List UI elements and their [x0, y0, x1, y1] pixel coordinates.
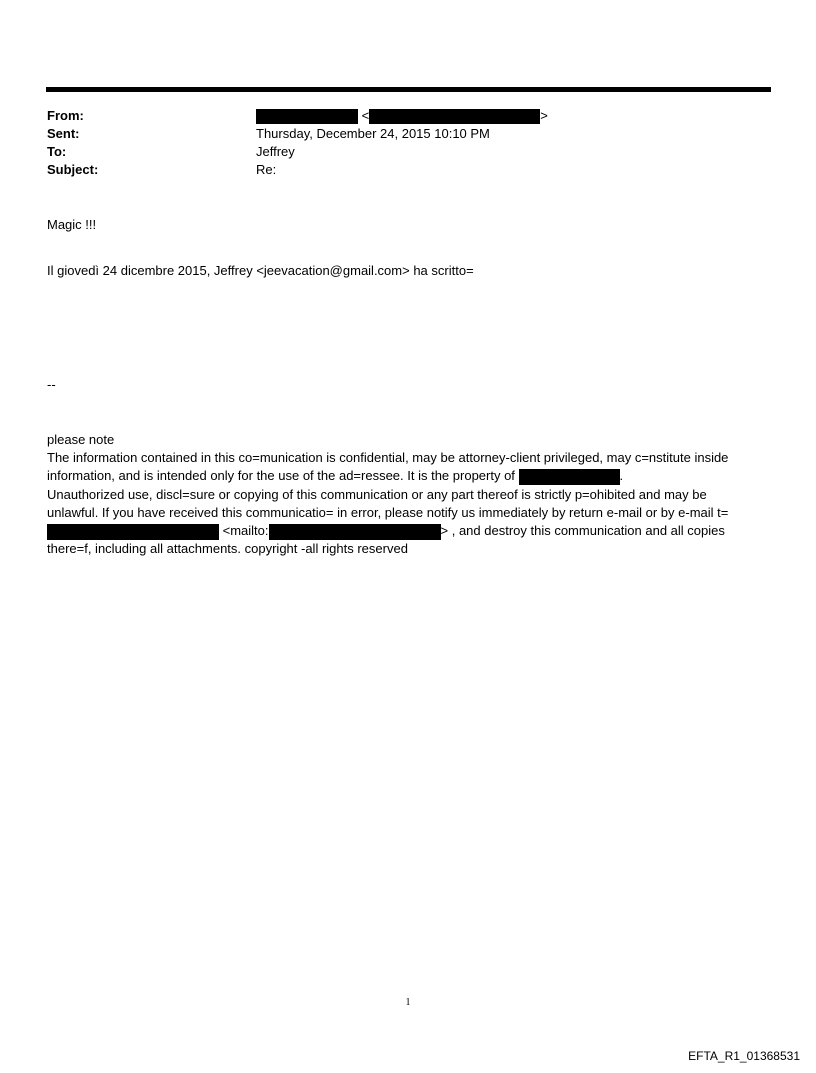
disclaimer-text: . — [619, 468, 624, 484]
redacted-sender-email — [369, 109, 540, 124]
from-open-bracket: < — [361, 108, 370, 123]
to-value: Jeffrey — [256, 144, 295, 159]
from-value — [256, 107, 548, 125]
redacted-contact-email — [47, 524, 219, 540]
disclaimer-text: information, and is intended only for the use of the ad=ressee. It is the property of — [47, 468, 515, 484]
to-label: To: — [47, 144, 67, 159]
disclaimer-line — [47, 467, 777, 485]
disclaimer-line: Unauthorized use, discl=sure or copying of this communication or any part thereof is strictly p=ohibited and may be — [47, 486, 707, 502]
disclaimer-text: <mailto: — [222, 522, 269, 538]
redacted-sender-name — [256, 109, 358, 124]
from-close-bracket: > — [540, 108, 548, 123]
disclaimer-title: please note — [47, 432, 115, 447]
subject-label: Subject: — [47, 162, 99, 177]
document-id: EFTA_R1_01368531 — [688, 1049, 800, 1063]
from-label: From: — [47, 108, 84, 123]
page-number: 1 — [405, 997, 411, 1008]
sent-label: Sent: — [47, 126, 80, 141]
quoted-header-line: Il giovedì 24 dicembre 2015, Jeffrey <jeevacation@gmail.com> ha scritto= — [47, 263, 474, 278]
header-rule — [46, 87, 771, 92]
email-greeting: Magic !!! — [47, 217, 97, 232]
disclaimer-line: there=f, including all attachments. copyright -all rights reserved — [47, 541, 408, 557]
subject-value: Re: — [256, 162, 277, 177]
redacted-company — [519, 469, 620, 485]
disclaimer-text: > , and destroy this communication and all copies — [440, 522, 725, 538]
disclaimer-line: The information contained in this co=munication is confidential, may be attorney-client privileged, may c=nstitute inside — [47, 450, 729, 466]
disclaimer-line — [47, 522, 777, 540]
signature-separator: -- — [47, 377, 56, 392]
redacted-mailto-address — [269, 524, 441, 540]
sent-value: Thursday, December 24, 2015 10:10 PM — [256, 126, 490, 141]
confidentiality-disclaimer — [47, 431, 777, 558]
disclaimer-line: unlawful. If you have received this communicatio= in error, please notify us immediately by return e-mail or by e-mail t= — [47, 504, 729, 520]
